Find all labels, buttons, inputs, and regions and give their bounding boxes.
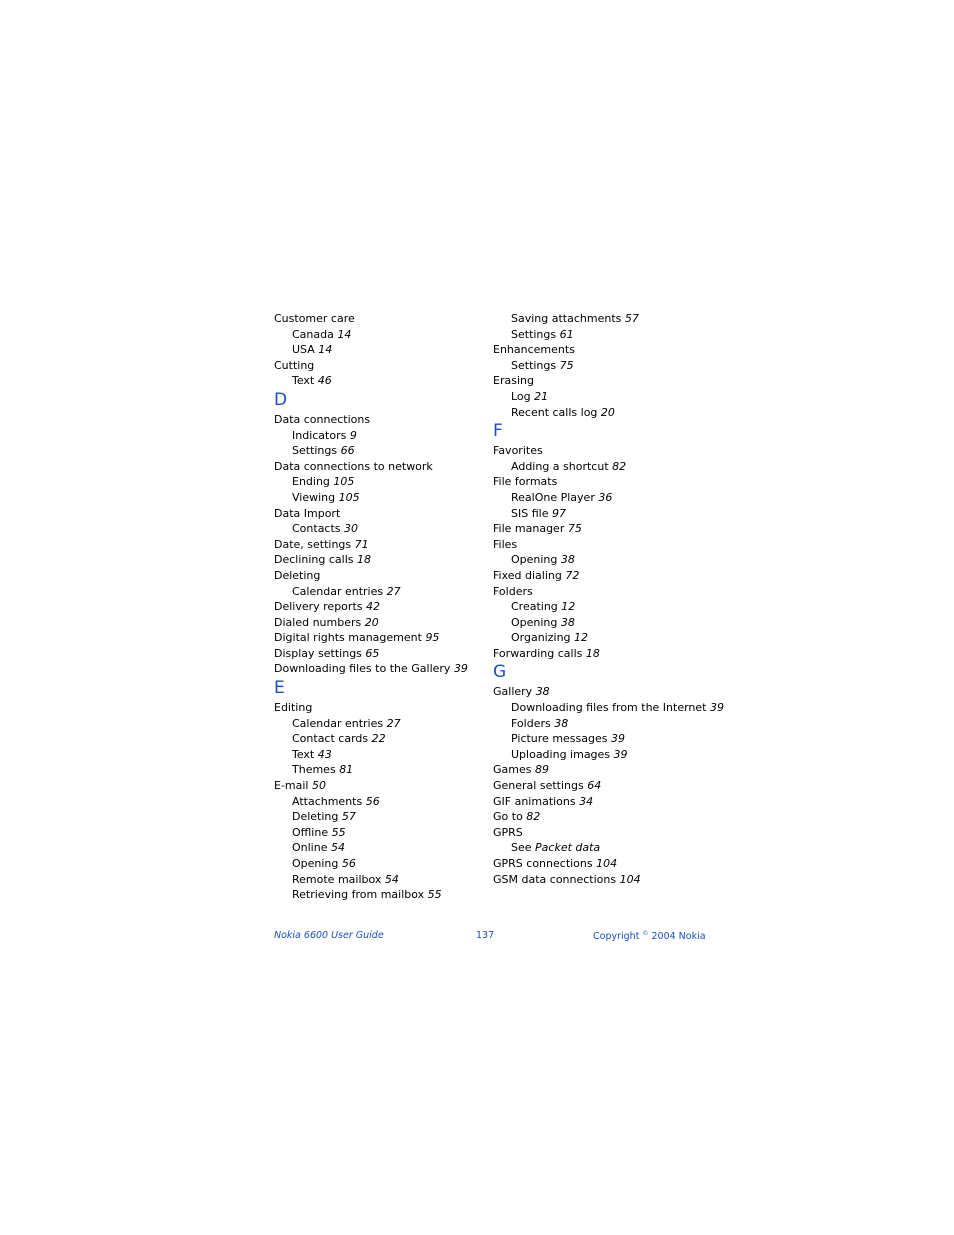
index-term: USA	[292, 343, 315, 357]
index-subentry	[493, 716, 723, 732]
index-term: Themes	[292, 763, 336, 777]
index-term: GPRS connections	[493, 857, 593, 870]
index-entry	[493, 794, 723, 810]
index-page-ref: 43	[317, 747, 332, 761]
index-subentry	[493, 615, 723, 631]
index-term: General settings	[493, 779, 584, 793]
index-page-ref: 18	[585, 646, 600, 660]
index-term: Remote mailbox	[292, 872, 382, 886]
index-term: Data Import	[274, 506, 341, 520]
index-page-ref: 21	[534, 389, 549, 403]
index-subentry	[493, 389, 723, 405]
index-term: GPRS	[493, 825, 523, 839]
index-entry	[493, 568, 723, 584]
index-entry	[274, 552, 484, 568]
index-entry	[274, 506, 484, 522]
index-subentry	[493, 490, 723, 506]
index-page-ref: 105	[338, 490, 360, 504]
index-page-ref: 34	[579, 794, 594, 808]
index-entry	[493, 872, 723, 888]
footer-guide-title: Nokia 6600 User Guide	[274, 930, 384, 941]
index-entry	[274, 661, 484, 677]
index-subentry	[274, 762, 484, 778]
index-subentry	[274, 474, 484, 490]
index-term: Viewing	[292, 490, 336, 504]
index-term: Log	[511, 389, 531, 403]
index-page-ref: 14	[337, 327, 352, 341]
index-page-ref: 75	[559, 358, 574, 372]
index-term: Saving attachments	[511, 312, 622, 325]
index-subentry	[493, 599, 723, 615]
index-term: Picture messages	[511, 732, 608, 746]
copyright-suffix: 2004 Nokia	[651, 931, 706, 943]
index-entry	[274, 568, 484, 584]
index-term: Indicators	[292, 428, 347, 442]
index-page-ref: 36	[598, 490, 613, 504]
index-term: Creating	[511, 600, 558, 614]
index-term: Delivery reports	[274, 600, 363, 614]
index-page-ref: 14	[318, 343, 333, 357]
index-term: Offline	[292, 825, 329, 839]
index-term: Digital rights management	[274, 631, 422, 645]
index-term: Calendar entries	[292, 584, 384, 598]
index-term: Settings	[511, 327, 557, 341]
index-page-ref: 72	[565, 568, 580, 582]
index-term: File manager	[493, 522, 565, 536]
index-term: Adding a shortcut	[511, 459, 609, 473]
index-subentry	[493, 840, 723, 856]
index-page-ref: 27	[386, 584, 401, 598]
index-subentry	[274, 856, 484, 872]
index-term: Editing	[274, 701, 313, 715]
index-term: E-mail	[274, 779, 309, 793]
index-page-ref: 38	[554, 716, 569, 730]
index-page-ref: 9	[349, 428, 357, 442]
index-page-ref: 61	[559, 327, 574, 341]
index-entry	[274, 358, 484, 374]
index-page-ref: Packet data	[535, 841, 601, 855]
index-page-ref: 55	[427, 888, 442, 902]
index-term: Data connections	[274, 412, 371, 426]
index-page-ref: 82	[612, 459, 627, 473]
index-subentry	[274, 887, 484, 903]
index-term: SIS file	[511, 506, 549, 520]
index-term: Opening	[511, 553, 558, 567]
index-term: See	[511, 841, 532, 855]
index-page-ref: 81	[339, 763, 354, 777]
index-page-ref: 39	[613, 747, 628, 761]
index-entry	[493, 809, 723, 825]
index-entry	[493, 646, 723, 662]
index-subentry	[274, 840, 484, 856]
index-subentry	[274, 794, 484, 810]
index-subentry	[493, 506, 723, 522]
index-entry	[274, 700, 484, 716]
index-term: Attachments	[292, 794, 363, 808]
index-page-ref: 71	[354, 537, 369, 551]
index-page-ref: 65	[365, 646, 380, 660]
index-term: Folders	[493, 584, 533, 598]
index-column-right	[493, 311, 723, 887]
index-term: RealOne Player	[511, 490, 595, 504]
index-entry	[274, 311, 484, 327]
index-term: Contacts	[292, 522, 341, 536]
index-entry	[493, 443, 723, 459]
index-section-letter: F	[493, 421, 503, 442]
index-term: Display settings	[274, 646, 362, 660]
index-term: Deleting	[292, 810, 339, 824]
index-entry	[493, 762, 723, 778]
index-subentry	[493, 747, 723, 763]
index-column-left	[274, 311, 484, 903]
index-subentry	[274, 809, 484, 825]
index-page-ref: 104	[619, 872, 641, 886]
index-entry	[274, 459, 484, 475]
index-subentry	[493, 552, 723, 568]
copyright-symbol: ©	[642, 930, 649, 937]
index-entry	[493, 474, 723, 490]
index-subentry	[274, 584, 484, 600]
index-entry	[493, 856, 723, 872]
index-term: Customer care	[274, 312, 355, 325]
index-subentry	[274, 327, 484, 343]
index-subentry	[274, 373, 484, 389]
index-term: Favorites	[493, 444, 543, 458]
index-entry	[274, 412, 484, 428]
index-subentry	[274, 731, 484, 747]
index-page-ref: 95	[425, 631, 440, 645]
index-page-ref: 75	[567, 522, 582, 536]
index-term: Downloading files to the Gallery	[274, 662, 451, 676]
index-page-ref: 38	[560, 615, 575, 629]
index-term: Online	[292, 841, 328, 855]
index-term: Dialed numbers	[274, 615, 362, 629]
index-subentry	[274, 872, 484, 888]
index-subentry	[274, 342, 484, 358]
index-page-ref: 57	[624, 312, 639, 325]
index-section-letter: E	[274, 678, 285, 699]
index-page-ref: 46	[317, 374, 332, 388]
copyright-prefix: Copyright	[593, 931, 640, 943]
index-page-ref: 56	[365, 794, 380, 808]
index-entry	[274, 537, 484, 553]
index-page-ref: 42	[365, 600, 380, 614]
index-term: Cutting	[274, 358, 315, 372]
index-term: GSM data connections	[493, 872, 617, 886]
index-page-ref: 12	[561, 600, 576, 614]
index-term: Text	[292, 747, 315, 761]
index-page-ref: 54	[384, 872, 399, 886]
index-page-ref: 56	[341, 857, 356, 870]
index-term: Opening	[511, 615, 558, 629]
index-subentry	[493, 630, 723, 646]
index-term: Settings	[292, 444, 338, 458]
index-entry	[274, 615, 484, 631]
index-subentry	[274, 716, 484, 732]
index-subentry	[274, 825, 484, 841]
index-term: Deleting	[274, 568, 321, 582]
index-page-ref: 66	[340, 444, 355, 458]
index-term: Calendar entries	[292, 716, 384, 730]
index-subentry	[493, 700, 723, 716]
index-page-ref: 12	[574, 631, 589, 645]
index-term: Games	[493, 763, 532, 777]
index-page-ref: 20	[364, 615, 379, 629]
index-entry	[493, 684, 723, 700]
index-term: Fixed dialing	[493, 568, 562, 582]
index-page-ref: 104	[596, 857, 618, 870]
index-entry	[274, 630, 484, 646]
index-term: GIF animations	[493, 794, 576, 808]
index-term: Files	[493, 537, 518, 551]
index-term: Gallery	[493, 685, 533, 699]
index-term: Ending	[292, 475, 330, 489]
index-term: Uploading images	[511, 747, 611, 761]
index-term: Contact cards	[292, 732, 369, 746]
index-term: Data connections to network	[274, 459, 433, 473]
index-page-ref: 20	[600, 405, 615, 419]
index-page-ref: 55	[331, 825, 346, 839]
index-subentry	[493, 459, 723, 475]
index-entry	[274, 646, 484, 662]
index-entry	[274, 599, 484, 615]
index-subentry	[274, 490, 484, 506]
index-entry	[493, 584, 723, 600]
index-term: Erasing	[493, 374, 534, 388]
index-term: Forwarding calls	[493, 646, 583, 660]
index-term: Enhancements	[493, 343, 575, 357]
index-subentry	[274, 747, 484, 763]
index-page-ref: 38	[560, 553, 575, 567]
index-page-ref: 18	[357, 553, 372, 567]
index-entry	[493, 537, 723, 553]
index-entry	[493, 521, 723, 537]
index-page-ref: 27	[386, 716, 401, 730]
index-subentry	[274, 521, 484, 537]
index-subentry	[274, 428, 484, 444]
footer-page-number: 137	[476, 930, 495, 941]
index-entry	[493, 825, 723, 841]
index-page-ref: 54	[330, 841, 345, 855]
index-entry	[493, 342, 723, 358]
index-page-ref: 50	[312, 779, 326, 793]
index-page-ref: 64	[587, 779, 602, 793]
index-term: Organizing	[511, 631, 571, 645]
index-page-ref: 105	[333, 475, 355, 489]
index-subentry	[493, 358, 723, 374]
index-page-ref: 82	[526, 810, 541, 824]
index-subentry	[274, 443, 484, 459]
index-term: Canada	[292, 327, 334, 341]
index-subentry	[493, 311, 723, 327]
index-page-ref: 30	[344, 522, 359, 536]
index-term: Settings	[511, 358, 557, 372]
index-subentry	[493, 327, 723, 343]
index-page-ref: 97	[551, 506, 566, 520]
index-entry	[493, 778, 723, 794]
index-subentry	[493, 405, 723, 421]
index-term: Date, settings	[274, 537, 352, 551]
index-term: Retrieving from mailbox	[292, 888, 425, 902]
index-term: Text	[292, 374, 315, 388]
footer-copyright	[593, 930, 706, 942]
index-term: File formats	[493, 475, 558, 489]
index-section-letter: G	[493, 662, 507, 683]
index-entry	[274, 778, 484, 794]
index-term: Declining calls	[274, 553, 354, 567]
index-subentry	[493, 731, 723, 747]
index-page-ref: 39	[710, 701, 724, 715]
index-section-letter: D	[274, 389, 288, 410]
index-page-ref: 39	[453, 662, 468, 676]
index-page-ref: 38	[535, 685, 550, 699]
index-term: Recent calls log	[511, 405, 598, 419]
index-term: Downloading files from the Internet	[511, 701, 707, 715]
index-page-ref: 39	[611, 732, 625, 746]
index-entry	[493, 373, 723, 389]
index-page-ref: 22	[371, 732, 386, 746]
index-page-ref: 57	[341, 810, 356, 824]
index-page-ref: 89	[534, 763, 549, 777]
index-term: Go to	[493, 810, 523, 824]
index-term: Folders	[511, 716, 551, 730]
index-term: Opening	[292, 857, 339, 870]
